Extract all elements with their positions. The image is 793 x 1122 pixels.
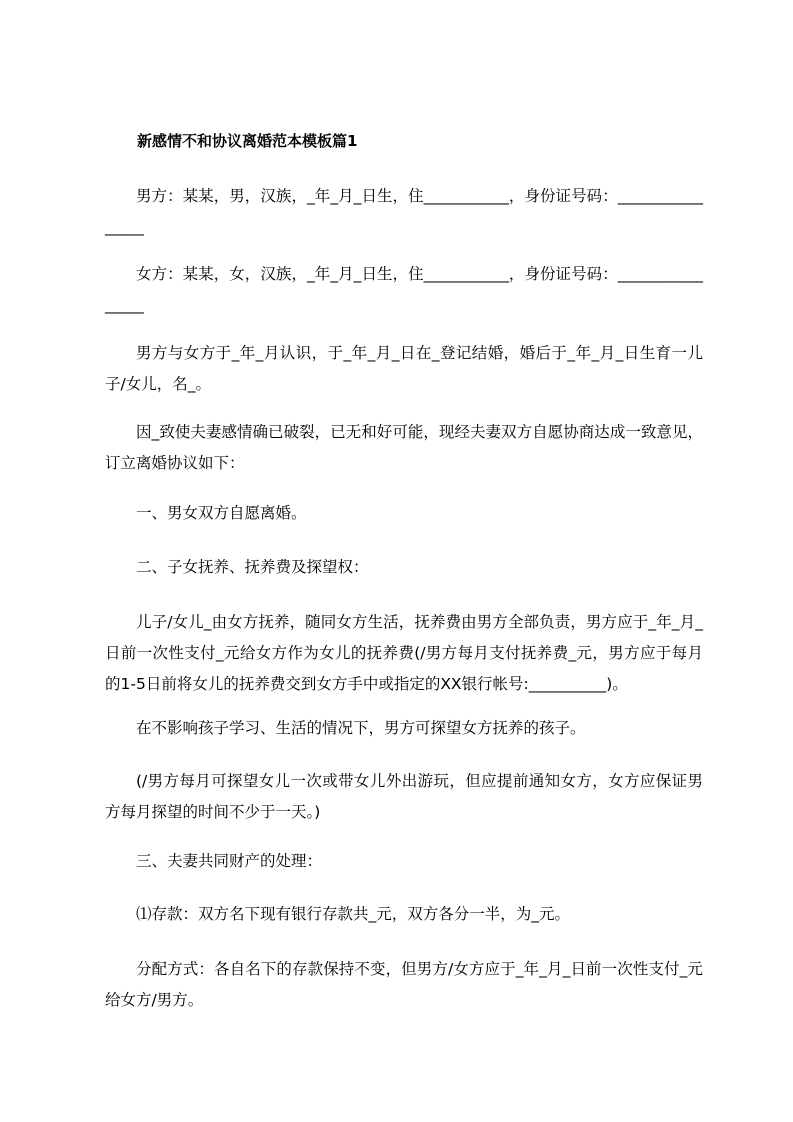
document-title: 新感情不和协议离婚范本模板篇1	[137, 132, 358, 150]
paragraph-savings: ⑴存款：双方名下现有银行存款共_元，双方各分一半，为_元。	[136, 905, 571, 923]
paragraph-visitation: 在不影响孩子学习、生活的情况下，男方可探望女方抚养的孩子。	[136, 719, 586, 737]
paragraph-clause-2-heading: 二、子女抚养、抚养费及探望权：	[136, 558, 369, 576]
paragraph-marriage-info: 男方与女方于_年_月认识，于_年_月_日在_登记结婚，婚后于_年_月_日生育一儿子/女儿，名_。	[105, 344, 703, 393]
paragraph-clause-1: 一、男女双方自愿离婚。	[136, 504, 307, 522]
paragraph-clause-3-heading: 三、夫妻共同财产的处理：	[136, 852, 323, 870]
paragraph-wife-info: 女方：某某，女，汉族，_年_月_日生，住___________，身份证号码：________________	[105, 265, 703, 314]
paragraph-husband-info: 男方：某某，男，汉族，_年_月_日生，住___________，身份证号码：________________	[105, 187, 703, 236]
paragraph-child-support: 儿子/女儿_由女方抚养，随同女方生活，抚养费由男方全部负责，男方应于_年_月_日前一次性支付_元给女方作为女儿的抚养费(/男方每月支付抚养费_元，男方应于每月的1-5日前将女儿的抚养费交到女方手中或指定的XX银行帐号:__________)。	[105, 613, 703, 693]
paragraph-distribution: 分配方式：各自名下的存款保持不变，但男方/女方应于_年_月_日前一次性支付_元给女方/男方。	[105, 960, 703, 1009]
paragraph-reason: 因_致使夫妻感情确已破裂，已无和好可能，现经夫妻双方自愿协商达成一致意见，订立离婚协议如下：	[105, 423, 703, 472]
paragraph-visitation-detail: (/男方每月可探望女儿一次或带女儿外出游玩，但应提前通知女方，女方应保证男方每月探望的时间不少于一天。)	[105, 772, 703, 821]
